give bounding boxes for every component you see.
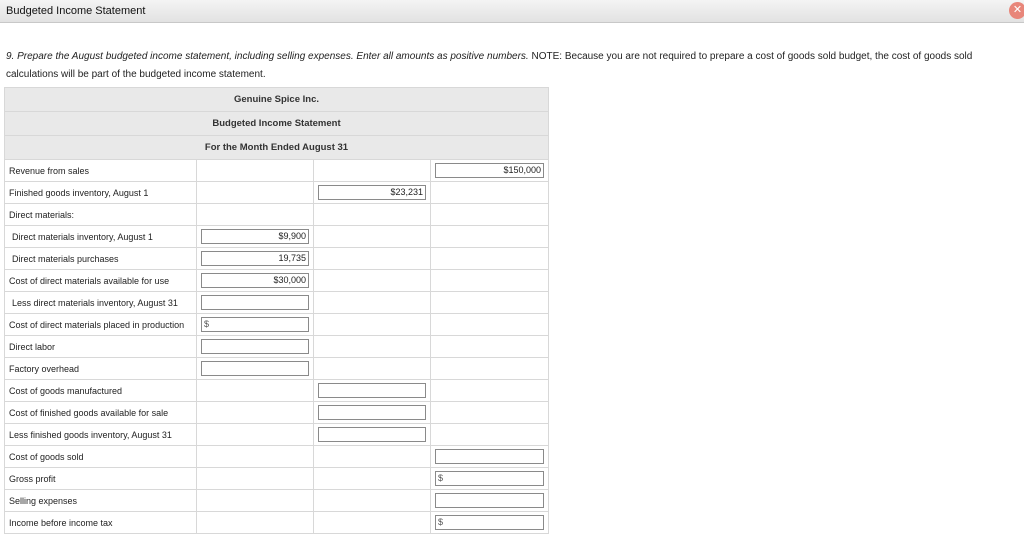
amount-cell-col1: [197, 358, 314, 380]
amount-input[interactable]: [201, 295, 309, 310]
amount-cell-col1: [197, 292, 314, 314]
amount-cell-col2: [314, 468, 431, 490]
instructions-note: NOTE: Because you are not required to prepare a cost of goods sold budget, the cost of goods sold calculations will be part of the budgeted income statement.: [6, 51, 973, 80]
statement-row: [5, 402, 549, 424]
amount-input[interactable]: $150,000: [435, 163, 544, 178]
statement-row: [5, 380, 549, 402]
amount-cell-col3: [431, 292, 549, 314]
amount-cell-col1: [197, 182, 314, 204]
instructions-italic: 9. Prepare the August budgeted income statement, including selling expenses. Enter all amounts as positive numbers.: [6, 51, 529, 62]
amount-cell-col1: [197, 402, 314, 424]
amount-cell-col1: [197, 248, 314, 270]
amount-input[interactable]: [435, 449, 544, 464]
row-label: Cost of direct materials placed in production: [5, 314, 197, 336]
amount-cell-col1: [197, 512, 314, 534]
amount-input[interactable]: 19,735: [201, 251, 309, 266]
window-title: Budgeted Income Statement: [6, 5, 146, 17]
amount-cell-col2: [314, 512, 431, 534]
currency-symbol: $: [438, 473, 444, 483]
amount-cell-col1: [197, 380, 314, 402]
amount-cell-col3: [431, 314, 549, 336]
window-titlebar: [0, 0, 1024, 23]
amount-input[interactable]: [201, 361, 309, 376]
row-label: Less finished goods inventory, August 31: [5, 424, 197, 446]
amount-cell-col3: [431, 248, 549, 270]
amount-input[interactable]: [435, 493, 544, 508]
amount-cell-col1: [197, 204, 314, 226]
row-label: Cost of goods sold: [5, 446, 197, 468]
statement-row: [5, 248, 549, 270]
amount-cell-col3: [431, 182, 549, 204]
amount-cell-col2: [314, 292, 431, 314]
amount-cell-col2: [314, 226, 431, 248]
amount-cell-col2: [314, 182, 431, 204]
close-icon[interactable]: ✕: [1009, 2, 1024, 19]
amount-input[interactable]: [318, 427, 426, 442]
amount-cell-col3: [431, 490, 549, 512]
amount-cell-col1: [197, 314, 314, 336]
amount-cell-col1: [197, 270, 314, 292]
amount-cell-col2: [314, 336, 431, 358]
row-label: Direct materials purchases: [5, 248, 197, 270]
amount-cell-col2: [314, 490, 431, 512]
company-name: Genuine Spice Inc.: [5, 88, 549, 112]
row-label: Direct materials inventory, August 1: [5, 226, 197, 248]
amount-cell-col2: [314, 314, 431, 336]
statement-period: For the Month Ended August 31: [5, 136, 549, 160]
amount-cell-col2: [314, 248, 431, 270]
statement-row: [5, 336, 549, 358]
amount-cell-col3: [431, 160, 549, 182]
statement-row: [5, 468, 549, 490]
row-label: Cost of direct materials available for use: [5, 270, 197, 292]
row-label: Selling expenses: [5, 490, 197, 512]
statement-row: [5, 490, 549, 512]
amount-cell-col3: [431, 424, 549, 446]
amount-cell-col3: [431, 468, 549, 490]
amount-cell-col2: [314, 160, 431, 182]
amount-cell-col1: [197, 226, 314, 248]
amount-cell-col2: [314, 204, 431, 226]
amount-input[interactable]: $30,000: [201, 273, 309, 288]
amount-cell-col2: [314, 270, 431, 292]
amount-cell-col3: [431, 270, 549, 292]
amount-cell-col2: [314, 446, 431, 468]
amount-cell-col3: [431, 446, 549, 468]
amount-input[interactable]: $23,231: [318, 185, 426, 200]
amount-cell-col1: [197, 424, 314, 446]
instructions: [6, 48, 1022, 84]
amount-input[interactable]: $9,900: [201, 229, 309, 244]
amount-cell-col2: [314, 358, 431, 380]
amount-input[interactable]: [435, 515, 544, 530]
amount-input[interactable]: [318, 383, 426, 398]
statement-row: [5, 182, 549, 204]
amount-input[interactable]: [318, 405, 426, 420]
amount-cell-col1: [197, 446, 314, 468]
amount-input[interactable]: [201, 339, 309, 354]
statement-row: [5, 292, 549, 314]
statement-row: [5, 512, 549, 534]
amount-input[interactable]: [435, 471, 544, 486]
amount-cell-col1: [197, 468, 314, 490]
amount-cell-col3: [431, 336, 549, 358]
row-label: Cost of finished goods available for sale: [5, 402, 197, 424]
statement-row: [5, 446, 549, 468]
amount-cell-col3: [431, 512, 549, 534]
amount-cell-col3: [431, 204, 549, 226]
row-label: Direct labor: [5, 336, 197, 358]
currency-symbol: $: [204, 319, 210, 329]
row-label: Factory overhead: [5, 358, 197, 380]
amount-cell-col2: [314, 402, 431, 424]
amount-cell-col1: [197, 336, 314, 358]
amount-cell-col3: [431, 226, 549, 248]
row-label: Revenue from sales: [5, 160, 197, 182]
statement-row: [5, 424, 549, 446]
statement-row: [5, 226, 549, 248]
row-label: Gross profit: [5, 468, 197, 490]
amount-cell-col3: [431, 358, 549, 380]
statement-row: [5, 314, 549, 336]
row-label: Less direct materials inventory, August 31: [5, 292, 197, 314]
amount-input[interactable]: [201, 317, 309, 332]
amount-cell-col2: [314, 380, 431, 402]
statement-title: Budgeted Income Statement: [5, 112, 549, 136]
amount-cell-col3: [431, 402, 549, 424]
row-label: Cost of goods manufactured: [5, 380, 197, 402]
amount-cell-col2: [314, 424, 431, 446]
amount-cell-col3: [431, 380, 549, 402]
currency-symbol: $: [438, 517, 444, 527]
statement-row: [5, 204, 549, 226]
row-label: Finished goods inventory, August 1: [5, 182, 197, 204]
amount-cell-col1: [197, 160, 314, 182]
statement-row: [5, 270, 549, 292]
statement-row: [5, 358, 549, 380]
row-label: Direct materials:: [5, 204, 197, 226]
statement-row: [5, 160, 549, 182]
income-statement-table: [4, 87, 549, 534]
amount-cell-col1: [197, 490, 314, 512]
row-label: Income before income tax: [5, 512, 197, 534]
